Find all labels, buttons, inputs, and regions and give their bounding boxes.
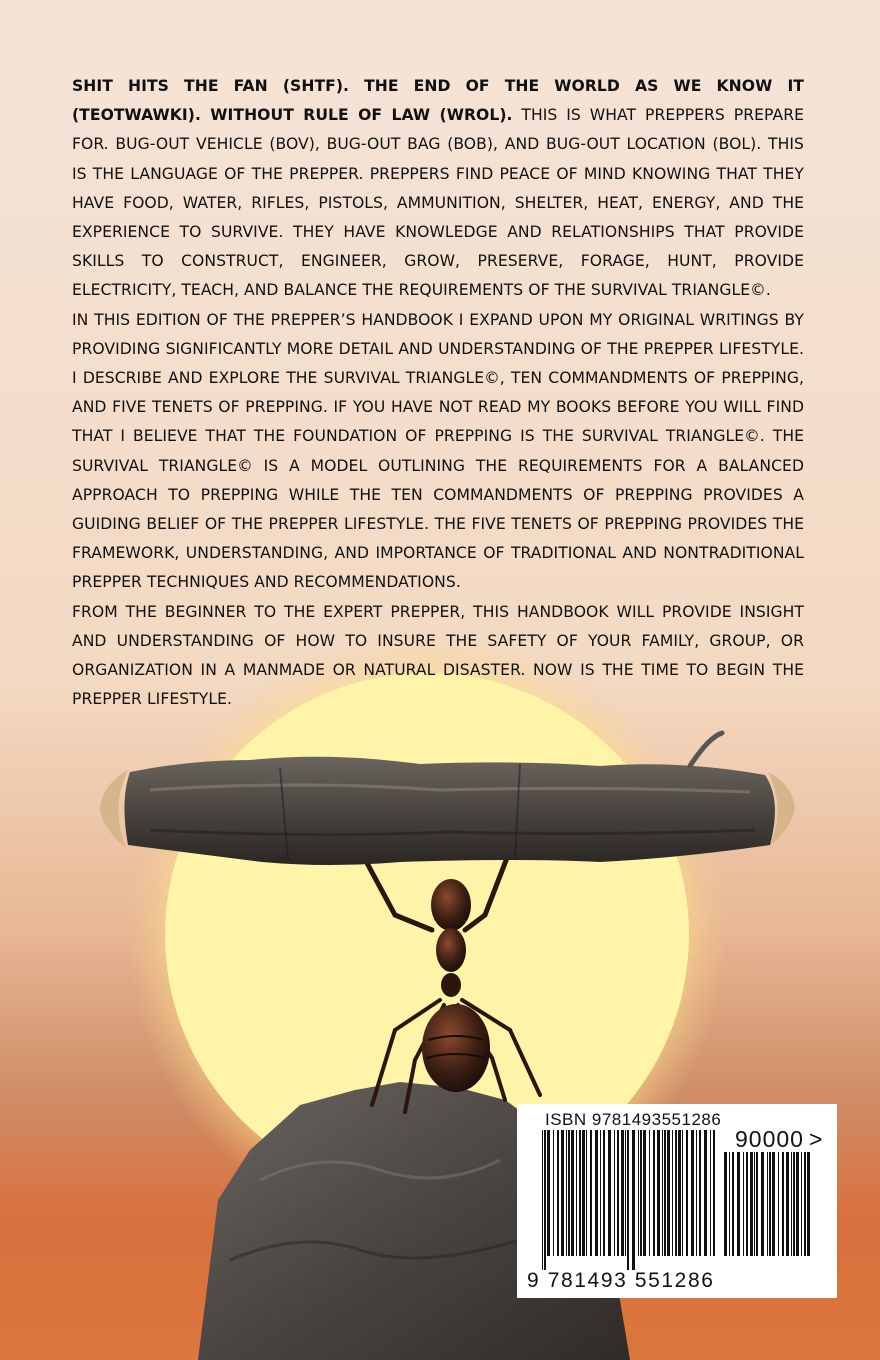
barcode-bar [672, 1130, 673, 1256]
blurb-paragraph-2: IN THIS EDITION OF THE PREPPER’S HANDBOOK I EXPAND UPON MY ORIGINAL WRITINGS BY PROVIDING SIGNIFICANTLY MORE DETAIL AND UNDERSTANDING OF THE PREPPER LIFESTYLE. I DESCRIBE AND EXPLORE THE SURVIVAL TRIANGLE©, TEN COMMANDMENTS OF PREPPING, AND FIVE TENETS OF PREPPING. IF YOU HAVE NOT READ MY BOOKS BEFORE YOU WILL FIND THAT I BELIEVE THAT THE FOUNDATION OF PREPPING IS THE SURVIVAL TRIANGLE©. THE SURVIVAL TRIANGLE© IS A MODEL OUTLINING THE REQUIREMENTS FOR A BALANCED APPROACH TO PREPPING WHILE THE TEN COMMANDMENTS OF PREPPING PROVIDES A GUIDING BELIEF OF THE PREPPER LIFESTYLE. THE FIVE TENETS OF PREPPING PROVIDES THE FRAMEWORK, UNDERSTANDING, AND IMPORTANCE OF TRADITIONAL AND NONTRADITIONAL PREPPER TECHNIQUES AND RECOMMENDATIONS. [72, 310, 804, 592]
barcode-bar [746, 1152, 748, 1256]
barcode-bar [778, 1152, 779, 1256]
barcode-bar [696, 1130, 697, 1256]
barcode-bar [756, 1152, 758, 1256]
barcode-bar [627, 1130, 629, 1270]
back-cover-blurb [72, 72, 804, 714]
barcode-bar [750, 1152, 753, 1256]
barcode-bar [571, 1130, 574, 1256]
barcode-bar [743, 1152, 744, 1256]
barcode-bar [791, 1152, 792, 1256]
barcode-bar [664, 1130, 666, 1256]
barcode-bar [737, 1152, 740, 1256]
barcode-bar [643, 1130, 646, 1256]
barcode-bars-addon [724, 1152, 814, 1270]
barcode-bar [710, 1130, 711, 1256]
barcode-bar [617, 1130, 619, 1256]
barcode-bar [600, 1130, 601, 1256]
barcode-bar [662, 1130, 663, 1256]
isbn-label: ISBN 9781493551286 [545, 1110, 722, 1129]
barcode-bar [801, 1152, 802, 1256]
barcode-digits: 9 781493 551286 [527, 1269, 715, 1292]
barcode-bar [686, 1130, 688, 1256]
barcode-bar [786, 1152, 789, 1256]
barcode-bar [675, 1130, 677, 1256]
barcode-bar [667, 1130, 670, 1256]
barcode-bar [603, 1130, 605, 1256]
barcode-bar [782, 1152, 784, 1256]
barcode-bar [769, 1152, 771, 1256]
barcode-bar [614, 1130, 615, 1256]
barcode-bar [568, 1130, 570, 1256]
barcode-bar [621, 1130, 624, 1256]
barcode-bar [557, 1130, 559, 1256]
blurb-lead-text: SHIT HITS THE FAN (SHTF). THE END OF THE WORLD AS WE KNOW IT (TEOTWAWKI). WITHOUT RULE OF LAW (WROL). [72, 77, 804, 125]
price-code: 90000 [735, 1126, 804, 1152]
barcode-bar [566, 1130, 567, 1256]
barcode-bar [542, 1130, 543, 1270]
barcode-bar [544, 1130, 546, 1270]
barcode-bar [547, 1130, 550, 1256]
barcode-bar [691, 1130, 694, 1256]
barcode-bar [632, 1130, 635, 1270]
barcode-bar [582, 1130, 585, 1256]
barcode-bar [767, 1152, 768, 1256]
barcode-bar [724, 1152, 727, 1256]
barcode-bar [640, 1130, 642, 1256]
barcode-bar [586, 1130, 587, 1256]
price-arrow: > [809, 1126, 823, 1152]
barcode-bar [729, 1152, 730, 1256]
barcode-bar [678, 1130, 681, 1256]
barcode-bar [704, 1130, 707, 1256]
barcode-bar [796, 1152, 799, 1256]
barcode-bar [653, 1130, 655, 1256]
isbn-barcode [517, 1104, 837, 1298]
blurb-body-text: THIS IS WHAT PREPPERS PREPARE FOR. BUG-OUT VEHICLE (BOV), BUG-OUT BAG (BOB), AND BUG-OUT LOCATION (BOL). THIS IS THE LANGUAGE OF THE PREPPER. PREPPERS FIND PEACE OF MIND KNOWING THAT THEY HAVE FOOD, WATER, RIFLES, PISTOLS, AMMUNITION, SHELTER, HEAT, ENERGY, AND THE EXPERIENCE TO SURVIVE. THEY HAVE KNOWLEDGE AND RELATIONSHIPS THAT PROVIDE SKILLS TO CONSTRUCT, ENGINEER, GROW, PRESERVE, FORAGE, HUNT, PROVIDE ELECTRICITY, TEACH, AND BALANCE THE REQUIREMENTS OF THE SURVIVAL TRIANGLE©. [72, 106, 804, 300]
barcode-bar [761, 1152, 764, 1256]
barcode-bar [608, 1130, 611, 1256]
blurb-paragraph-3: FROM THE BEGINNER TO THE EXPERT PREPPER, THIS HANDBOOK WILL PROVIDE INSIGHT AND UNDERSTANDING OF HOW TO INSURE THE SAFETY OF YOUR FAMILY, GROUP, OR ORGANIZATION IN A MANMADE OR NATURAL DISASTER. NOW IS THE TIME TO BEGIN THE PREPPER LIFESTYLE. [72, 602, 804, 709]
barcode-bar [576, 1130, 577, 1256]
barcode-bar [561, 1130, 564, 1256]
barcode-bar [579, 1130, 581, 1256]
barcode-bar [772, 1152, 775, 1256]
barcode-bar [649, 1130, 650, 1256]
barcode-bar [682, 1130, 683, 1256]
barcode-bar [638, 1130, 639, 1256]
barcode-bar [553, 1130, 554, 1256]
barcode-bar [657, 1130, 660, 1256]
barcode-bar [595, 1130, 598, 1256]
barcode-bar [699, 1130, 701, 1256]
blurb-paragraph-1 [72, 72, 804, 306]
barcode-bar [754, 1152, 755, 1256]
barcode-bar [793, 1152, 795, 1256]
barcode-bar [732, 1152, 734, 1256]
barcode-bar [713, 1130, 715, 1256]
barcode-bar [625, 1130, 626, 1256]
barcode-bar [804, 1152, 806, 1256]
barcode-bar [807, 1152, 810, 1256]
barcode-bar [590, 1130, 592, 1256]
barcode-bars-main [542, 1130, 722, 1270]
